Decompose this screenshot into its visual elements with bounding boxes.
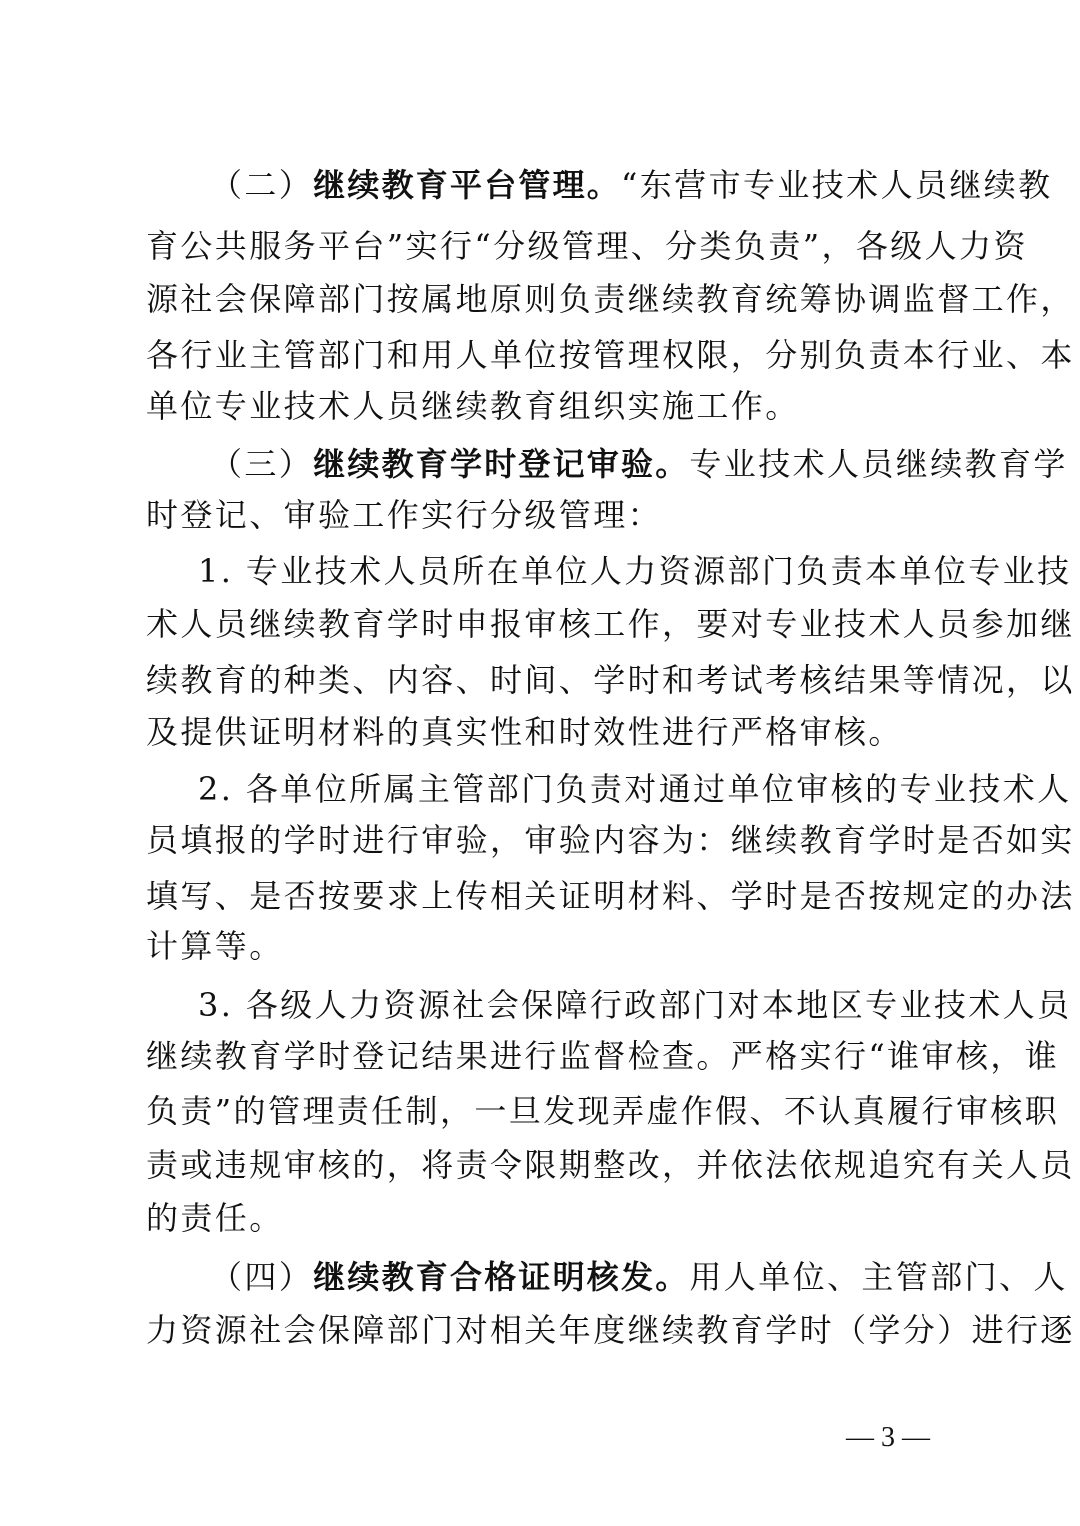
line-text: 继续教育学时登记结果进行监督检查。严格实行“谁审核，谁 [146, 1037, 1060, 1075]
line-text: 术人员继续教育学时申报审核工作，要对专业技术人员参加继 [146, 605, 1075, 643]
line-text: “东营市专业技术人员继续教 [621, 166, 1053, 204]
body-line [146, 1091, 1060, 1131]
body-line [146, 226, 1028, 266]
line-text: 负责”的管理责任制，一旦发现弄虚作假、不认真履行审核职 [146, 1092, 1060, 1130]
line-text: 育公共服务平台”实行“分级管理、分类负责”，各级人力资 [146, 227, 1028, 265]
body-line [210, 165, 1053, 205]
body-line [146, 1198, 936, 1238]
body-line [146, 820, 1075, 860]
line-text: 3. 各级人力资源社会保障行政部门对本地区专业技术人员 [198, 986, 1072, 1024]
line-text: 员填报的学时进行审验，审验内容为：继续教育学时是否如实 [146, 821, 1075, 859]
line-text: 2. 各单位所属主管部门负责对通过单位审核的专业技术人 [198, 770, 1072, 808]
line-text: 责或违规审核的，将责令限期整改，并依法依规追究有关人员 [146, 1146, 1075, 1184]
body-line [146, 1145, 1075, 1185]
line-text: 专业技术人员继续教育学 [689, 445, 1068, 483]
line-text: 1. 专业技术人员所在单位人力资源部门负责本单位专业技 [198, 552, 1072, 590]
line-text: 的责任。 [146, 1199, 284, 1237]
section-heading: 继续教育学时登记审验。 [313, 445, 690, 483]
line-text: 及提供证明材料的真实性和时效性进行严格审核。 [146, 713, 903, 751]
line-text: 续教育的种类、内容、时间、学时和考试考核结果等情况，以 [146, 661, 1075, 699]
line-text: 填写、是否按要求上传相关证明材料、学时是否按规定的办法 [146, 877, 1075, 915]
line-text: 源社会保障部门按属地原则负责继续教育统筹协调监督工作， [146, 280, 1075, 318]
line-prefix: （二） [210, 166, 314, 204]
section-heading: 继续教育平台管理。 [313, 166, 622, 204]
body-line [146, 279, 1075, 319]
body-line [146, 660, 1075, 700]
body-line [146, 1310, 1075, 1350]
line-text: 力资源社会保障部门对相关年度继续教育学时（学分）进行逐 [146, 1311, 1075, 1349]
body-line [146, 712, 936, 752]
section-heading: 继续教育合格证明核发。 [313, 1258, 690, 1296]
body-line [146, 876, 1075, 916]
body-line [210, 444, 1068, 484]
line-text: 用人单位、主管部门、人 [689, 1258, 1068, 1296]
body-line [198, 551, 1072, 591]
body-line [146, 926, 936, 966]
body-line [198, 985, 1072, 1025]
line-text: 单位专业技术人员继续教育组织实施工作。 [146, 387, 800, 425]
body-line [198, 769, 1072, 809]
line-prefix: （三） [210, 445, 314, 483]
page-number: — 3 — [846, 1422, 930, 1453]
body-line [210, 1257, 1068, 1297]
body-line [146, 604, 1075, 644]
body-line [146, 386, 936, 426]
line-text: 计算等。 [146, 927, 284, 965]
line-text: 时登记、审验工作实行分级管理： [146, 496, 663, 534]
body-line [146, 1036, 1060, 1076]
line-prefix: （四） [210, 1258, 314, 1296]
line-text: 各行业主管部门和用人单位按管理权限，分别负责本行业、本 [146, 336, 1075, 374]
body-line [146, 335, 1075, 375]
body-line [146, 495, 936, 535]
